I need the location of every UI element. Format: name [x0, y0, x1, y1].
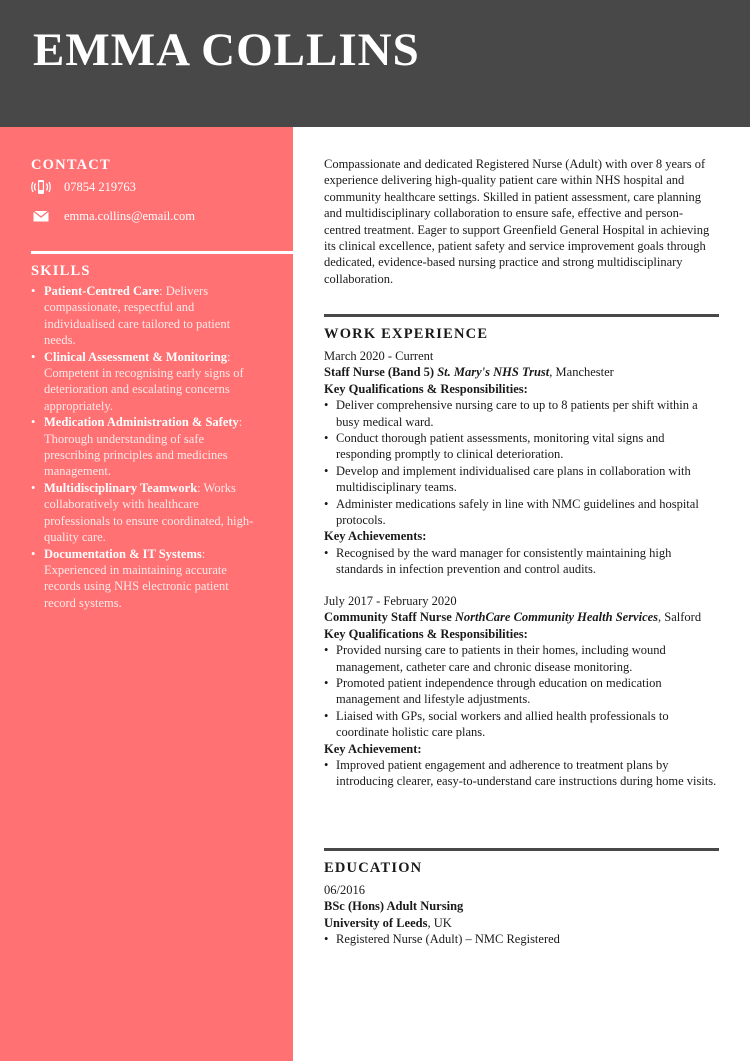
skill-name: Patient-Centred Care	[44, 284, 160, 298]
work-experience-heading: WORK EXPERIENCE	[324, 326, 489, 342]
education-heading: EDUCATION	[324, 860, 423, 876]
degree: BSc (Hons) Adult Nursing	[324, 899, 464, 914]
skill-name: Multidisciplinary Teamwork	[44, 480, 198, 495]
job-entry	[324, 348, 719, 578]
skill-name: Clinical Assessment & Monitoring	[44, 349, 227, 364]
skill-item: • Documentation & IT Systems: Experienced in maintaining accurate records using NHS electronic patient record systems.	[31, 546, 229, 610]
email-address: emma.collins@email.com	[64, 209, 195, 223]
responsibilities-heading: Key Qualifications & Responsibilities:	[324, 381, 528, 396]
school-location: , UK	[427, 915, 452, 930]
list-item: • Liaised with GPs, social workers and allied health professionals to coordinate holistic care plans.	[324, 708, 669, 740]
job-title-line	[324, 364, 719, 380]
list-item: • Develop and implement individualised care plans in collaboration with multidisciplinary teams.	[324, 463, 691, 495]
school-line	[324, 915, 719, 931]
achievements-heading: Key Achievements:	[324, 529, 427, 544]
job-employer: St. Mary's NHS Trust	[437, 365, 550, 380]
job-dates: March 2020 - Current	[324, 349, 434, 363]
sidebar	[0, 127, 293, 1061]
list-item: • Improved patient engagement and adherence to treatment plans by introducing clearer, easy-to-understand care instructions during home visits.	[324, 758, 717, 789]
contact-phone	[31, 178, 136, 196]
bullet-text: Deliver comprehensive nursing care to up to 8 patients per shift within a busy medical ward.	[336, 398, 698, 429]
bullet-text: Recognised by the ward manager for consistently maintaining high standards in infection prevention and control audits.	[336, 545, 672, 577]
skill-description: : Experienced in maintaining accurate records using NHS electronic patient record systems.	[44, 546, 229, 610]
skill-name: Documentation & IT Systems	[44, 546, 202, 561]
list-item: • Deliver comprehensive nursing care to up to 8 patients per shift within a busy medical ward.	[324, 398, 698, 429]
skills-heading: SKILLS	[31, 263, 91, 279]
responsibilities-heading: Key Qualifications & Responsibilities:	[324, 626, 528, 641]
section-divider	[324, 314, 719, 317]
skill-description: : Thorough understanding of safe prescribing principles and medicines management.	[44, 415, 243, 479]
bullet-text: Liaised with GPs, social workers and allied health professionals to coordinate holistic care plans.	[336, 708, 669, 740]
list-item: • Recognised by the ward manager for consistently maintaining high standards in infection prevention and control audits.	[324, 545, 672, 577]
contact-heading: CONTACT	[31, 157, 111, 173]
job-dates: July 2017 - February 2020	[324, 594, 457, 608]
bullet-text: Develop and implement individualised care plans in collaboration with multidisciplinary teams.	[336, 463, 691, 495]
profile-summary: Compassionate and dedicated Registered Nurse (Adult) with over 8 years of experience delivering high-quality patient care within NHS hospital and community healthcare settings. Skilled in patient assessment, care planning and multidisciplinary collaboration to ensure safe, effective and person-centred treatment. Eager to support Greenfield General Hospital in achieving its clinical excellence, patient safety and service improvement goals through dedicated, evidence-based nursing practice and strong multidisciplinary collaboration.	[324, 157, 710, 286]
skill-item: • Patient-Centred Care: Delivers compassionate, respectful and individualised care tailored to patient needs.	[31, 284, 231, 348]
job-title-line	[324, 609, 719, 625]
job-location: , Salford	[658, 610, 702, 625]
list-item: • Registered Nurse (Adult) – NMC Registered	[324, 932, 560, 947]
education-list	[324, 931, 719, 947]
skill-description: : Delivers compassionate, respectful and individualised care tailored to patient needs.	[44, 284, 231, 348]
skill-name: Medication Administration & Safety	[44, 415, 239, 430]
responsibilities-list	[324, 397, 719, 528]
list-item: • Provided nursing care to patients in their homes, including wound management, catheter care and chronic disease monitoring.	[324, 643, 666, 674]
job-employer: NorthCare Community Health Services	[454, 610, 659, 625]
skill-item: • Multidisciplinary Teamwork: Works collaboratively with healthcare professionals to ensure coordinated, high-quality care.	[31, 480, 254, 545]
job-entry	[324, 593, 719, 790]
skill-item: • Medication Administration & Safety: Thorough understanding of safe prescribing principles and medicines management.	[31, 415, 243, 479]
contact-email	[31, 207, 195, 225]
bullet-text: Administer medications safely in line with NMC guidelines and hospital protocols.	[336, 496, 699, 528]
sidebar-divider	[31, 251, 293, 254]
list-item: • Promoted patient independence through education on medication management and lifestyle adjustments.	[324, 676, 662, 707]
job-title: Community Staff Nurse	[324, 610, 452, 625]
list-item: • Conduct thorough patient assessments, monitoring vital signs and responding promptly to clinical deterioration.	[324, 431, 665, 462]
header-banner	[0, 0, 750, 127]
bullet-text: Promoted patient independence through education on medication management and lifestyle adjustments.	[336, 676, 662, 707]
phone-number: 07854 219763	[64, 180, 136, 194]
skill-description: : Competent in recognising early signs of deterioration and escalating concerns appropriately.	[44, 349, 244, 413]
bullet-text: Conduct thorough patient assessments, monitoring vital signs and responding promptly to clinical deterioration.	[336, 431, 665, 462]
bullet-text: Improved patient engagement and adherence to treatment plans by introducing clearer, easy-to-understand care instructions during home visits.	[336, 758, 717, 789]
responsibilities-list	[324, 642, 719, 740]
education-entry	[324, 882, 719, 948]
candidate-name: EMMA COLLINS	[33, 24, 420, 76]
list-item: • Administer medications safely in line with NMC guidelines and hospital protocols.	[324, 496, 699, 528]
achievements-list	[324, 545, 719, 578]
envelope-icon	[31, 208, 51, 224]
phone-icon	[31, 179, 51, 195]
school-name: University of Leeds	[324, 915, 428, 930]
skill-item: • Clinical Assessment & Monitoring: Competent in recognising early signs of deterioration and escalating concerns appropriately.	[31, 349, 244, 413]
job-location: , Manchester	[549, 365, 614, 380]
skill-description: : Works collaboratively with healthcare professionals to ensure coordinated, high-quality care.	[44, 480, 254, 545]
section-divider	[324, 848, 719, 851]
education-date: 06/2016	[324, 883, 365, 897]
job-title: Staff Nurse (Band 5)	[324, 365, 435, 380]
skills-list	[31, 283, 263, 611]
achievements-heading: Key Achievement:	[324, 741, 422, 756]
bullet-text: Provided nursing care to patients in their homes, including wound management, catheter care and chronic disease monitoring.	[336, 643, 666, 674]
achievements-list	[324, 757, 719, 790]
bullet-text: Registered Nurse (Adult) – NMC Registered	[336, 932, 560, 947]
